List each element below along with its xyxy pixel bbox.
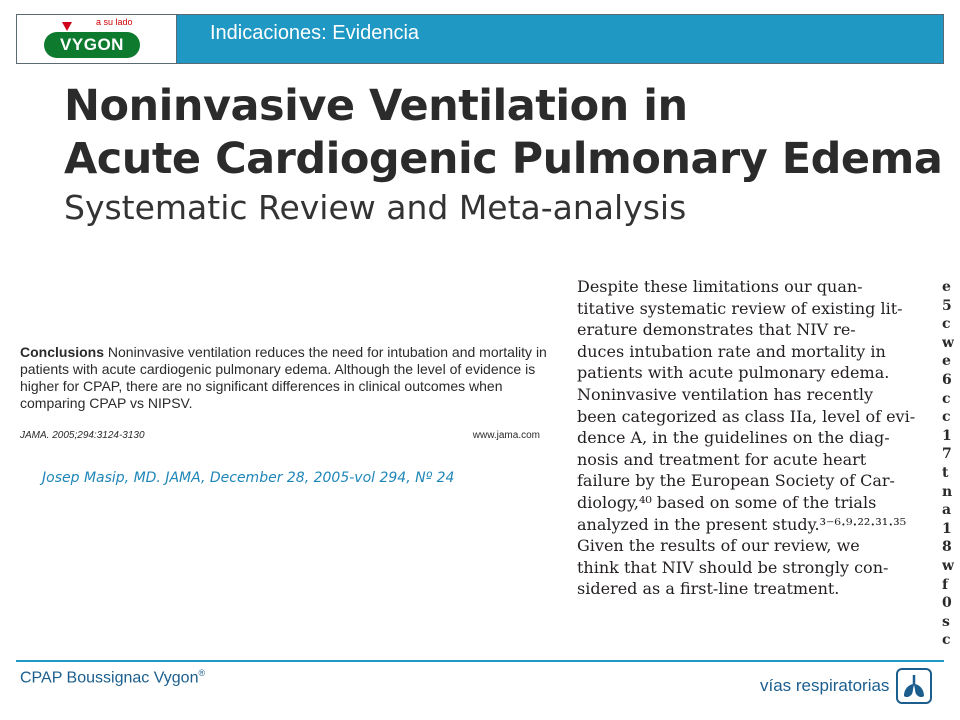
cropped-char: c xyxy=(942,409,951,426)
footer-product-text: CPAP Boussignac Vygon xyxy=(20,669,199,687)
header-banner xyxy=(16,14,944,64)
footer-category: vías respiratorias xyxy=(760,676,890,695)
author-citation: Josep Masip, MD. JAMA, December 28, 2005-vol 294, Nº 24 xyxy=(42,470,455,486)
article-text-column xyxy=(577,276,922,600)
cropped-char: c xyxy=(942,390,951,407)
cropped-char: a xyxy=(942,502,952,519)
registered-mark: ® xyxy=(198,668,206,678)
article-line: been categorized as class IIa, level of evi- xyxy=(577,406,916,426)
article-line: Despite these limitations our quan- xyxy=(577,277,863,296)
journal-reference: JAMA. 2005;294:3124-3130 xyxy=(20,430,145,441)
article-line: duces intubation rate and mortality in xyxy=(577,341,886,361)
cropped-char: n xyxy=(942,483,953,500)
cropped-char: c xyxy=(942,632,951,649)
cropped-char: 5 xyxy=(942,297,952,314)
footer-product-name xyxy=(20,668,205,687)
lungs-icon xyxy=(896,668,932,704)
cropped-text-column xyxy=(942,278,954,650)
slide-title: Indicaciones: Evidencia xyxy=(210,22,420,44)
paper-title-line1: Noninvasive Ventilation in xyxy=(64,81,688,131)
article-line: diology,⁴⁰ based on some of the trials xyxy=(577,492,877,512)
article-line: think that NIV should be strongly con- xyxy=(577,557,889,577)
article-line: nosis and treatment for acute heart xyxy=(577,449,867,469)
conclusions-excerpt xyxy=(20,344,550,412)
article-line: patients with acute pulmonary edema. xyxy=(577,363,890,383)
citation-row xyxy=(20,430,540,441)
paper-title-block xyxy=(64,80,942,230)
article-line: Given the results of our review, we xyxy=(577,536,860,556)
conclusions-text: Noninvasive ventilation reduces the need for intubation and mortality in patients with acute cardiogenic pulmonary edema. Although the level of evidence is higher for CPAP, there are no significant differences in clinical outcomes when comparing CPAP vs NIPSV. xyxy=(20,344,547,411)
cropped-char: w xyxy=(942,334,954,351)
cropped-char: 7 xyxy=(942,446,952,463)
article-line: failure by the European Society of Car- xyxy=(577,471,895,491)
cropped-char: 1 xyxy=(942,427,952,444)
conclusions-label: Conclusions xyxy=(20,344,105,360)
logo-wordmark: VYGON xyxy=(44,32,140,58)
article-line: erature demonstrates that NIV re- xyxy=(577,320,856,340)
article-line: titative systematic review of existing lit- xyxy=(577,298,903,318)
article-line: dence A, in the guidelines on the diag- xyxy=(577,428,890,448)
logo-tagline: a su lado xyxy=(96,17,133,27)
article-line: Noninvasive ventilation has recently xyxy=(577,384,874,404)
cropped-char: c xyxy=(942,316,951,333)
journal-website: www.jama.com xyxy=(472,430,540,441)
cropped-char: e xyxy=(942,353,951,370)
cropped-char: f xyxy=(942,576,949,593)
cropped-char: 0 xyxy=(942,595,952,612)
paper-title-line2: Acute Cardiogenic Pulmonary Edema xyxy=(64,134,943,184)
article-line: sidered as a first-line treatment. xyxy=(577,579,840,599)
footer-divider xyxy=(16,660,944,662)
logo-check-icon xyxy=(62,22,72,31)
cropped-char: 8 xyxy=(942,539,952,556)
cropped-char: e xyxy=(942,279,951,295)
cropped-char: s xyxy=(942,613,950,630)
cropped-char: w xyxy=(942,557,954,574)
cropped-char: t xyxy=(942,464,949,481)
cropped-char: 1 xyxy=(942,520,952,537)
article-line: analyzed in the present study.³⁻⁶·⁹·²²·³¹·³⁵ xyxy=(577,514,907,534)
cropped-char: 6 xyxy=(942,371,952,388)
paper-subtitle: Systematic Review and Meta-analysis xyxy=(64,188,687,227)
